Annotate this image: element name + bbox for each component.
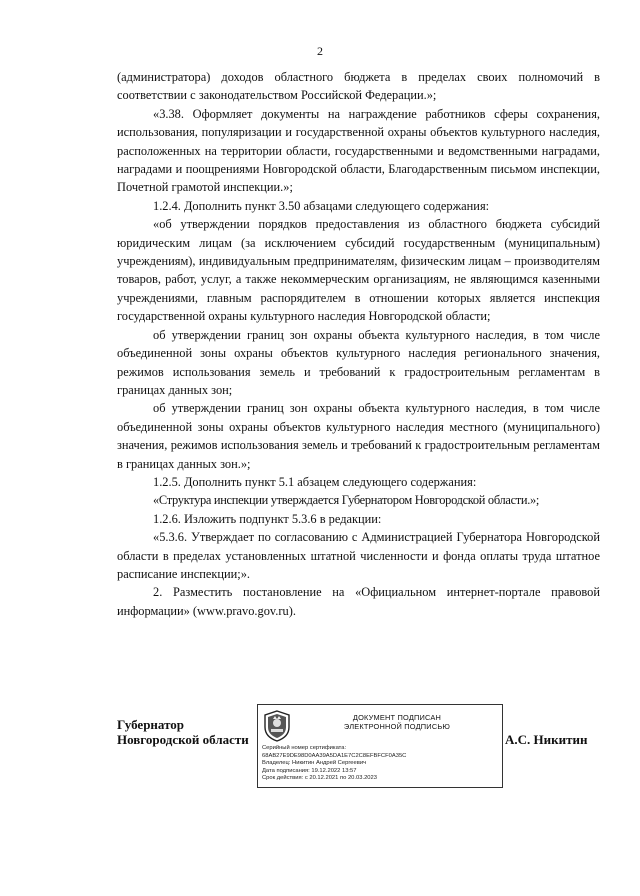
stamp-details <box>262 745 498 783</box>
paragraph: 1.2.5. Дополнить пункт 5.1 абзацем следующего содержания: <box>153 474 477 489</box>
paragraph: «3.38. Оформляет документы на награждение работников сферы сохранения, использования, популяризации и государственной охраны объектов культурного наследия, расположенных на территории области, государственными и ведомственными наградами, наградами и поощрениями Новгородской области, Благодарственным письмом инспекции, Почетной грамотой инспекции.»; <box>117 106 600 195</box>
certificate-label: Серийный номер сертификата: <box>262 745 347 751</box>
certificate-number: 68AB27E9DE98D0AA39A5DA1E7C2C8EFBFCF0A35C <box>262 752 407 759</box>
signing-date: Дата подписания: 19.12.2022 13:57 <box>262 767 357 774</box>
signatory-title <box>117 717 249 747</box>
paragraph: (администратора) доходов областного бюджета в пределах своих полномочий в соответствии с законодательством Российской Федерации.»; <box>117 70 600 103</box>
paragraph: «Структура инспекции утверждается Губернатором Новгородской области.»; <box>153 493 540 508</box>
page-number: 2 <box>317 44 323 58</box>
document-body <box>117 68 600 620</box>
certificate-validity: Срок действия: с 20.12.2021 по 20.03.2023 <box>262 775 377 782</box>
stamp-heading-line: ЭЛЕКТРОННОЙ ПОДПИСЬЮ <box>343 722 451 731</box>
electronic-signature-stamp <box>257 704 503 788</box>
paragraph: 2. Разместить постановление на «Официальном интернет-портале правовой информации» (www.pravo.gov.ru). <box>117 585 600 618</box>
paragraph: 1.2.4. Дополнить пункт 3.50 абзацами следующего содержания: <box>153 198 490 213</box>
paragraph: «об утверждении порядков предоставления из областного бюджета субсидий юридическим лицам (за исключением субсидий государственным (муниципальным) учреждениям), индивидуальным предпринимателям, физическим лицам – производителям товаров, работ, услуг, а также некоммерческим организациям, не являющимся казенными учреждениями, главным распорядителем в отношении которых является инспекция государственной охраны культурного наследия Новгородской области; <box>117 217 600 324</box>
signatory-name: А.С. Никитин <box>505 732 588 747</box>
paragraph: «5.3.6. Утверждает по согласованию с Администрацией Губернатора Новгородской области в пределах установленных штатной численности и фонда оплаты труда штатное расписание инспекции;». <box>117 530 600 581</box>
certificate-owner: Владелец: Никитин Андрей Сергеевич <box>262 760 367 767</box>
signatory-title-line: Губернатор <box>117 717 185 732</box>
paragraph: об утверждении границ зон охраны объекта культурного наследия, в том числе объединенной зоны охраны объектов культурного наследия регионального значения, режимов использования земель и требований к градостроительным регламентам в границах данных зон; <box>117 327 600 397</box>
coat-of-arms-icon <box>262 709 292 743</box>
signatory-title-line: Новгородской области <box>117 732 249 747</box>
paragraph: об утверждении границ зон охраны объекта культурного наследия, в том числе объединенной зоны охраны объектов культурного наследия местного (муниципального) значения, режимов использования земель и требований к градостроительным регламентам в границах данных зон.»; <box>117 401 600 471</box>
stamp-heading-line: ДОКУМЕНТ ПОДПИСАН <box>352 713 442 722</box>
stamp-heading <box>296 713 498 731</box>
paragraph: 1.2.6. Изложить подпункт 5.3.6 в редакции: <box>153 511 382 526</box>
